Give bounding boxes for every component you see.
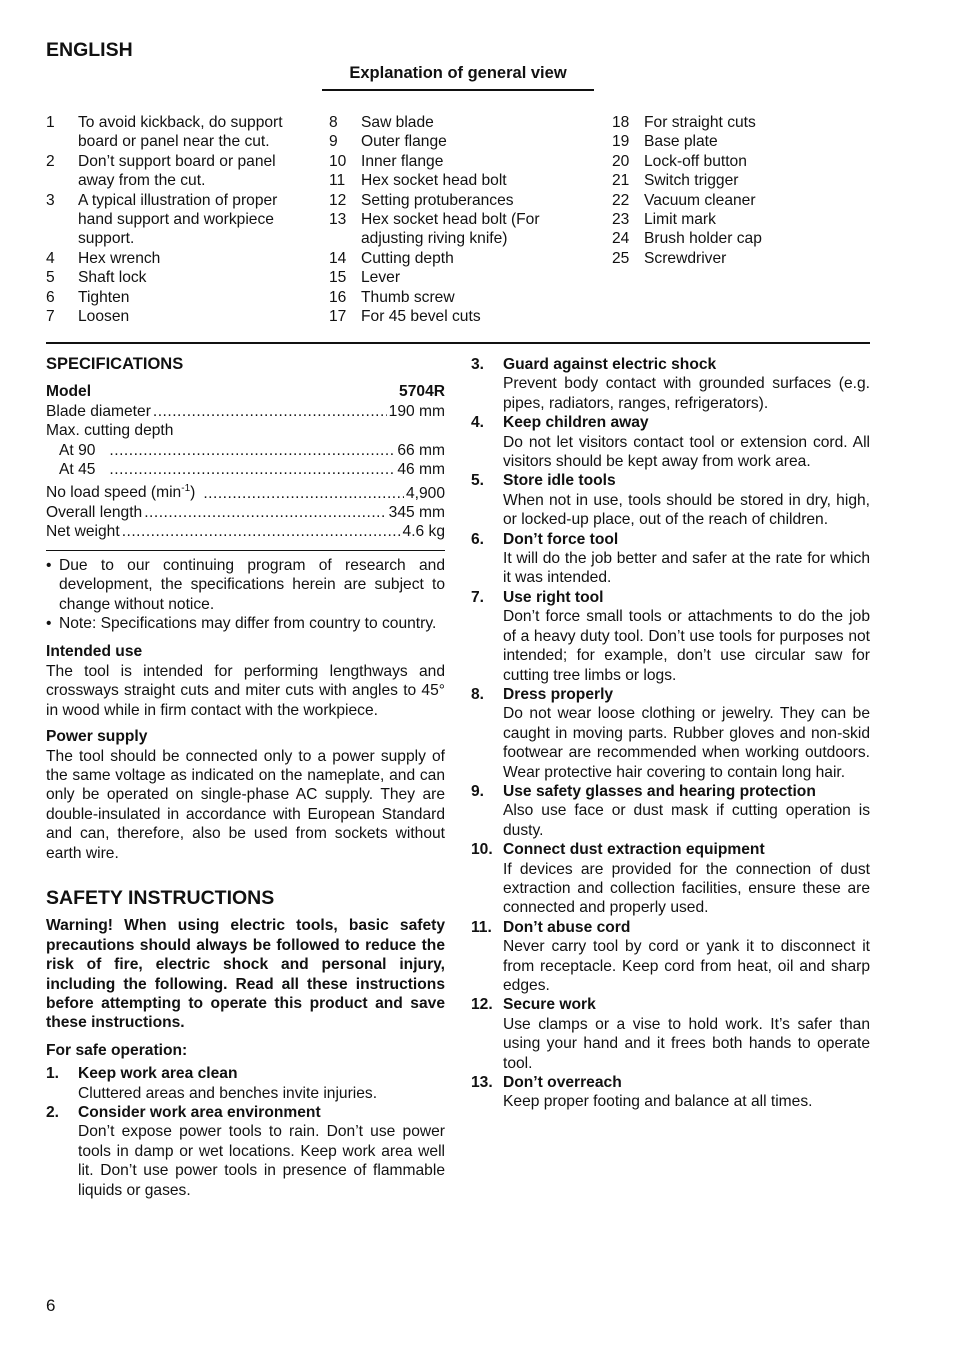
list-item: 9 Outer flange <box>329 133 447 151</box>
list-item: 8 Saw blade <box>329 114 434 131</box>
list-item: 6 Tighten <box>46 288 130 306</box>
safety-heading: SAFETY INSTRUCTIONS <box>46 886 275 909</box>
list-item: 11 Hex socket head bolt <box>329 172 507 190</box>
safety-warning: Warning! When using electric tools, basic safety precautions should always be followed to reduce the risk of fire, electric shock and personal injury, including the following. Read all these instructions before attempting to operate this product and save these instructions. <box>46 917 445 1032</box>
intended-use-text: The tool is intended for performing lengthways and crossways straight cuts and miter cuts with angles to 45° in wood while in firm contact with the workpiece. <box>46 662 445 719</box>
safety-item: 13. Don’t overreach Keep proper footing and balance at all times. <box>471 1074 813 1111</box>
list-item: 23 Limit mark <box>612 211 716 229</box>
spec-note: • Note: Specifications may differ from country to country. <box>46 615 437 633</box>
list-item: 22 Vacuum cleaner <box>612 191 756 209</box>
list-item: 17 For 45 bevel cuts <box>329 308 481 326</box>
spec-blade-diameter: Blade diameter ..... 190 mm <box>46 402 445 421</box>
general-view-col-3 <box>612 113 852 268</box>
list-item: 25 Screwdriver <box>612 249 727 267</box>
language-heading: ENGLISH <box>46 39 133 61</box>
spec-no-load-speed: No load speed $(\min^{-1})$ ..... 4,900 <box>46 479 445 503</box>
spec-model-row: Model 5704R <box>46 383 445 401</box>
list-item: 16 Thumb screw <box>329 288 455 306</box>
list-item: 14 Cutting depth <box>329 249 454 267</box>
list-item: 19 Base plate <box>612 133 718 151</box>
safety-item: 12. Secure work Use clamps or a vise to hold work. It’s safer than using your hand and it frees both hands to operate tool. <box>471 996 870 1072</box>
title-underline <box>322 89 594 91</box>
list-item: 10 Inner flange <box>329 152 444 170</box>
safety-item: 8. Dress properly Do not wear loose clothing or jewelry. They can be caught in moving parts. Rubber gloves and non-skid footwear are recommended when working outdoors. Wear protective hair covering to contain long hair. <box>471 685 870 781</box>
safety-item: 9. Use safety glasses and hearing protection Also use face or dust mask if cutting operation is dusty. <box>471 782 870 839</box>
left-column <box>46 355 445 1200</box>
safety-item: 1. Keep work area clean Cluttered areas and benches invite injuries. <box>46 1065 378 1102</box>
power-supply-heading: Power supply <box>46 728 148 746</box>
spec-note: • Due to our continuing program of research and development, the specifications herein are subject to change without notice. <box>46 556 445 613</box>
spec-max-depth-label: Max. cutting depth <box>46 422 174 440</box>
list-item: 3 A typical illustration of proper hand support and workpiece support. <box>46 191 278 248</box>
page-number: 6 <box>46 1296 56 1315</box>
spec-divider <box>46 550 445 551</box>
safety-item: 11. Don’t abuse cord Never carry tool by cord or yank it to disconnect it from receptacle. Keep cord from heat, oil and sharp edges. <box>471 918 870 994</box>
right-column <box>471 355 870 1112</box>
list-item: 24 Brush holder cap <box>612 230 762 248</box>
safe-operation-label: For safe operation: <box>46 1041 188 1059</box>
power-supply-text: The tool should be connected only to a power supply of the same voltage as indicated on the nameplate, and can only be operated on single-phase AC supply. They are double-insulated in accordance with European Standard and can, therefore, also be used from sockets without earth wire. <box>46 747 445 862</box>
safety-item: 5. Store idle tools When not in use, tools should be stored in dry, high, or locked-up place, out of the reach of children. <box>471 472 870 529</box>
list-item: 1 To avoid kickback, do support board or panel near the cut. <box>46 114 283 151</box>
safety-item: 4. Keep children away Do not let visitors contact tool or extension cord. All visitors should be kept away from work area. <box>471 414 870 471</box>
spec-overall-length: Overall length ..... 345 mm <box>46 503 445 522</box>
spec-net-weight: Net weight ..... 4.6 kg <box>46 522 445 541</box>
safety-item: 10. Connect dust extraction equipment If devices are provided for the connection of dust extraction and collection facilities, ensure these are connected and properly used. <box>471 841 870 917</box>
section-divider <box>46 342 870 344</box>
general-view-col-2 <box>329 113 591 326</box>
list-item: 15 Lever <box>329 269 401 287</box>
list-item: 18 For straight cuts <box>612 114 756 131</box>
safety-item: 2. Consider work area environment Don’t expose power tools to rain. Don’t use power tools in damp or wet locations. Keep work area well lit. Don’t use power tools in presence of flammable liquids or gases. <box>46 1104 445 1199</box>
safety-item: 6. Don’t force tool It will do the job better and safer at the rate for which it was intended. <box>471 530 870 587</box>
spec-depth-90: At 90 ..... 66 mm <box>46 441 445 460</box>
safety-item: 7. Use right tool Don’t force small tools or attachments to do the job of a heavy duty tool. Don’t use tools for purposes not intended; for example, don’t use circular saw for cutting tree limbs or logs. <box>471 588 870 684</box>
explanation-title: Explanation of general view <box>349 64 567 82</box>
safety-item: 3. Guard against electric shock Prevent body contact with grounded surfaces (e.g. pipes, radiators, ranges, refrigerators). <box>471 356 870 412</box>
list-item: 13 Hex socket head bolt (For adjusting riving knife) <box>329 211 540 248</box>
list-item: 21 Switch trigger <box>612 172 739 190</box>
spec-depth-45: At 45 ..... 46 mm <box>46 460 445 479</box>
intended-use-heading: Intended use <box>46 643 143 661</box>
list-item: 7 Loosen <box>46 308 130 326</box>
list-item: 5 Shaft lock <box>46 269 147 287</box>
list-item: 4 Hex wrench <box>46 249 161 267</box>
list-item: 20 Lock-off button <box>612 152 747 170</box>
general-view-col-1 <box>46 113 304 326</box>
list-item: 2 Don’t support board or panel away from the cut. <box>46 152 276 190</box>
specifications-heading: SPECIFICATIONS <box>46 355 184 373</box>
list-item: 12 Setting protuberances <box>329 191 514 209</box>
